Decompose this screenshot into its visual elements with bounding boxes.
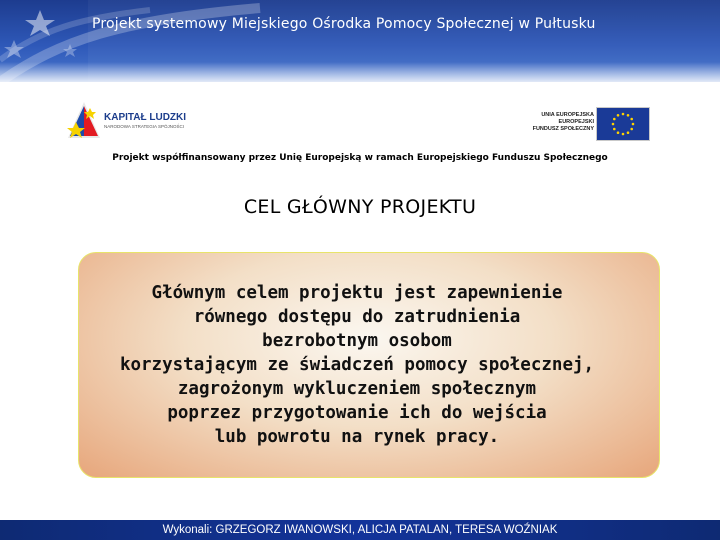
- goal-line: lub powrotu na rynek pracy.: [214, 427, 500, 447]
- eu-star: [622, 133, 625, 136]
- eu-star: [613, 128, 616, 131]
- header-banner: [0, 0, 720, 82]
- eu-star: [630, 118, 633, 121]
- eu-star: [617, 114, 620, 117]
- goal-line: zagrożonym wykluczeniem społecznym: [177, 379, 537, 399]
- goal-line: poprzez przygotowanie ich do wejścia: [167, 403, 547, 423]
- eu-flag-icon: [596, 107, 650, 141]
- eu-star: [612, 123, 615, 126]
- eu-star: [630, 128, 633, 131]
- eu-logo-line3: FUNDUSZ SPOŁECZNY: [532, 126, 594, 132]
- eu-star: [622, 113, 625, 116]
- eu-star: [627, 131, 630, 134]
- eu-logo-line2: EUROPEJSKI: [558, 119, 594, 125]
- page-title: CEL GŁÓWNY PROJEKTU: [243, 196, 477, 218]
- footer-bar: [0, 520, 720, 540]
- eu-logo-text: [533, 112, 594, 133]
- eu-logo-line1: UNIA EUROPEJSKA: [541, 112, 594, 118]
- kapital-ludzki-emblem-icon: [66, 100, 102, 140]
- project-title: Projekt systemowy Miejskiego Ośrodka Pomocy Społecznej w Pułtusku: [92, 16, 596, 32]
- goal-line: równego dostępu do zatrudnienia: [193, 307, 521, 327]
- authors-credit: Wykonali: GRZEGORZ IWANOWSKI, ALICJA PATALAN, TERESA WOŹNIAK: [162, 524, 558, 536]
- eu-star: [632, 123, 635, 126]
- eu-logo: [512, 106, 652, 140]
- kapital-ludzki-title: KAPITAŁ LUDZKI: [104, 112, 187, 123]
- kapital-ludzki-subtitle: NARODOWA STRATEGIA SPÓJNOŚCI: [104, 124, 185, 129]
- goal-line: bezrobotnym osobom: [262, 331, 452, 351]
- eu-star: [617, 131, 620, 134]
- goal-line: korzystającym ze świadczeń pomocy społecznej,: [119, 355, 595, 375]
- kapital-ludzki-logo: [66, 100, 206, 140]
- goal-text: [0, 281, 720, 449]
- eu-star: [627, 114, 630, 117]
- cofinancing-note: Projekt współfinansowany przez Unię Europejską w ramach Europejskiego Funduszu Społecznego: [112, 153, 608, 163]
- goal-line: Głównym celem projektu jest zapewnienie: [151, 283, 563, 303]
- eu-star: [613, 118, 616, 121]
